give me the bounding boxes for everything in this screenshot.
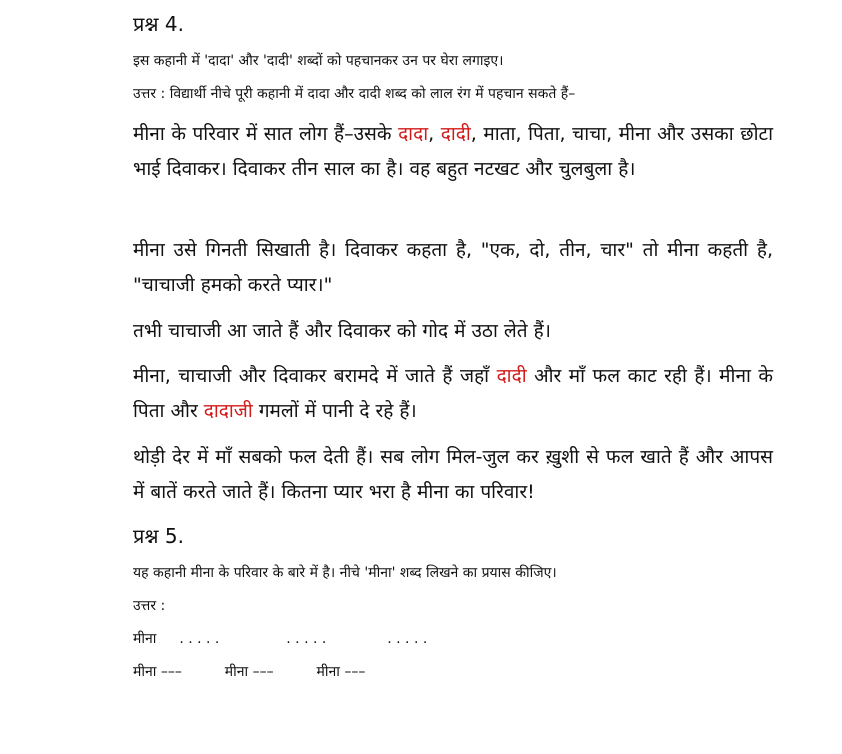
question-5-title: प्रश्न 5. <box>133 524 184 548</box>
story-text: मीना के परिवार में सात लोग हैं–उसके <box>133 123 399 145</box>
question-4-answer: उत्तर : विद्यार्थी नीचे पूरी कहानी में दादा और दादी शब्द को लाल रंग में पहचान सकते हैं– <box>133 86 576 102</box>
question-5-answer: उत्तर : <box>133 598 166 614</box>
highlight-dadi: दादी <box>440 123 471 145</box>
highlight-dada: दादा <box>398 123 429 145</box>
story-paragraph-4 <box>133 359 773 429</box>
story-paragraph-3: तभी चाचाजी आ जाते हैं और दिवाकर को गोद में उठा लेते हैं। <box>133 320 551 342</box>
practice-row-dots <box>133 630 427 648</box>
story-text: , <box>428 123 441 145</box>
practice-word: मीना ––– <box>316 664 366 680</box>
practice-word: मीना ––– <box>133 664 182 680</box>
story-text: मीना, चाचाजी और दिवाकर बरामदे में जाते हैं जहाँ <box>133 365 497 387</box>
practice-dots: . . . . . <box>286 631 327 647</box>
story-text: गमलों में पानी दे रहे हैं। <box>252 400 417 422</box>
practice-row-dashes <box>133 663 365 681</box>
story-paragraph-1 <box>133 117 773 187</box>
story-paragraph-5: थोड़ी देर में माँ सबको फल देती हैं। सब लोग मिल-जुल कर ख़ुशी से फल खाते हैं और आपस में बातें करते जाते हैं। कितना प्यार भरा है मीना का परिवार! <box>133 446 773 503</box>
highlight-dadi: दादी <box>496 365 527 387</box>
question-5-text: यह कहानी मीना के परिवार के बारे में है। नीचे 'मीना' शब्द लिखने का प्रयास कीजिए। <box>133 565 557 581</box>
question-4-text: इस कहानी में 'दादा' और 'दादी' शब्दों को पहचानकर उन पर घेरा लगाइए। <box>133 53 504 69</box>
practice-dots: . . . . . <box>387 631 428 647</box>
practice-word: मीना ––– <box>224 664 274 680</box>
story-text: और माँ फल काट रही हैं। मीना के पिता और <box>133 365 774 422</box>
story-text: , माता, पिता, चाचा, मीना और उसका छोटा भाई दिवाकर। दिवाकर तीन साल का है। वह बहुत नटखट और चुलबुला है। <box>133 123 773 180</box>
question-4-title: प्रश्न 4. <box>133 12 184 36</box>
practice-dots: . . . . . <box>179 631 220 647</box>
story-paragraph-2: मीना उसे गिनती सिखाती है। दिवाकर कहता है, "एक, दो, तीन, चार" तो मीना कहती है, "चाचाजी हमको करते प्यार।" <box>133 239 773 296</box>
highlight-dadaji: दादाजी <box>203 400 253 422</box>
practice-word: मीना <box>133 631 157 647</box>
